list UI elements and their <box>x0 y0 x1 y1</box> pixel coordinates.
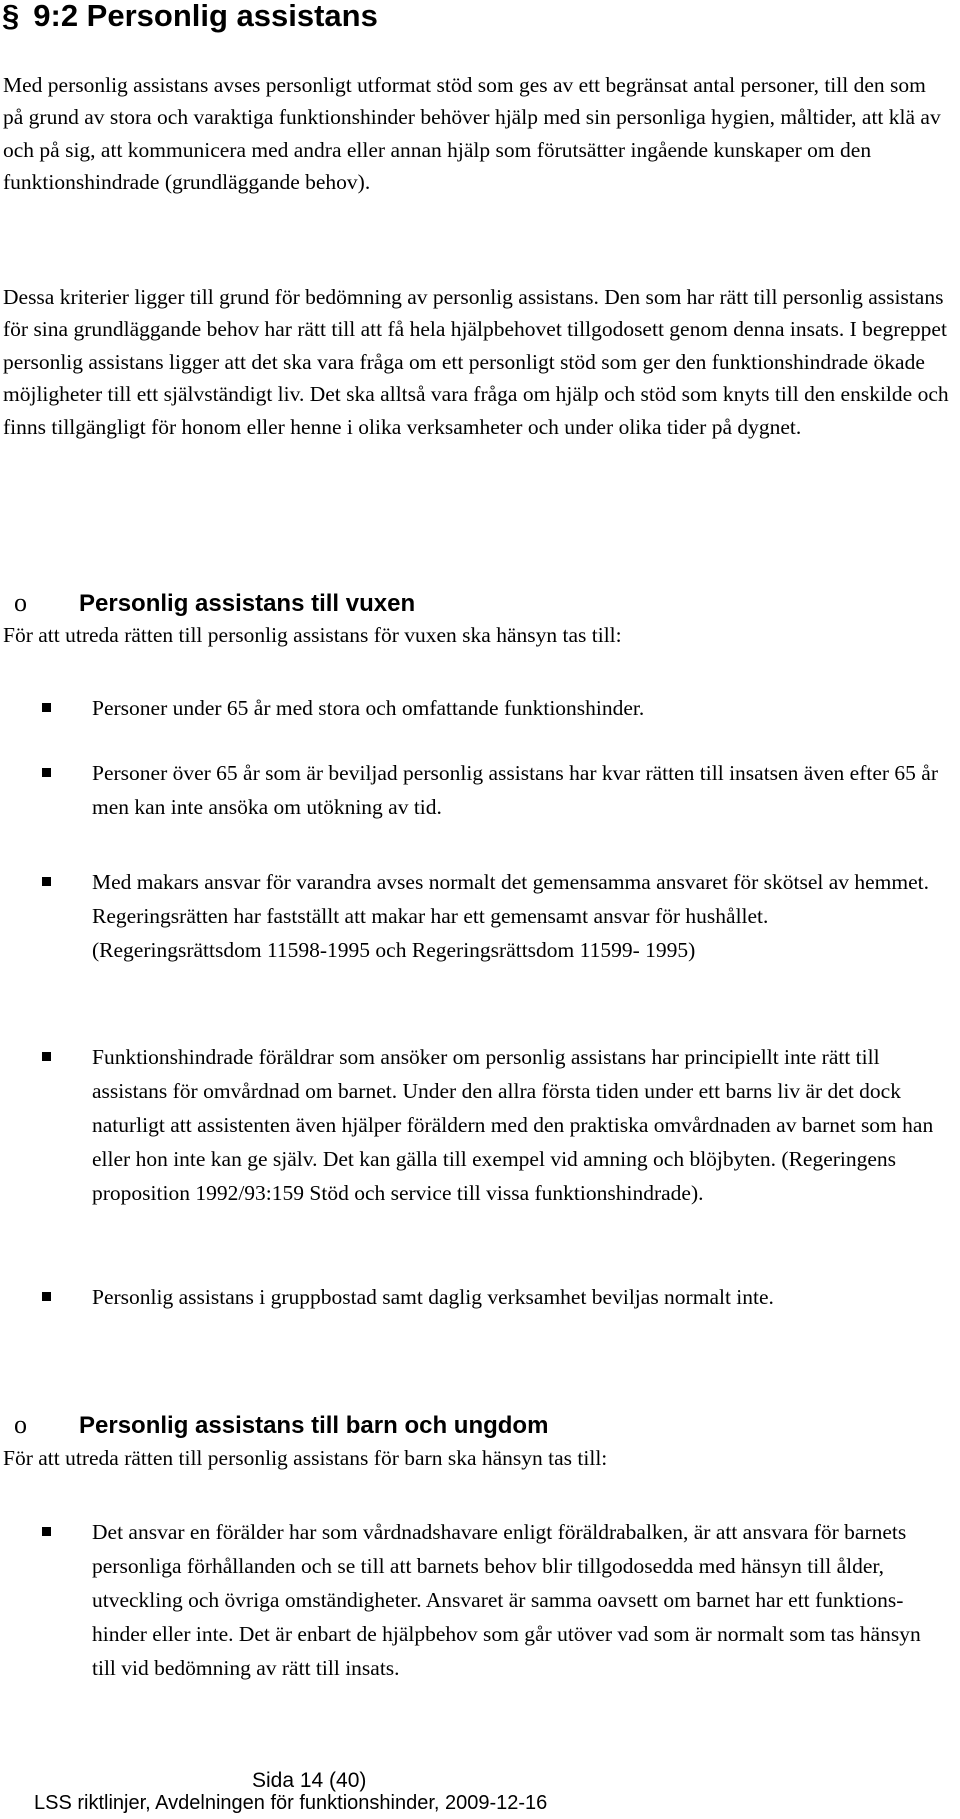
children-intro: För att utreda rätten till personlig assistans för barn ska hänsyn tas till: <box>3 1446 608 1470</box>
list-marker: o <box>14 588 27 617</box>
square-bullet-icon <box>42 1052 51 1061</box>
section-symbol: § <box>2 0 20 33</box>
list-item-text: Personer under 65 år med stora och omfattande funktionshinder. <box>92 696 645 720</box>
square-bullet-icon <box>42 1527 51 1536</box>
document-footer: LSS riktlinjer, Avdelningen för funktionshinder, 2009-12-16 <box>34 1792 548 1814</box>
list-item-text: Personer över 65 år som är beviljad personlig assistans har kvar rätten till insatsen även efter 65 år men kan inte ansöka om utökning av tid. <box>92 761 938 819</box>
subheading-adults <box>3 588 415 619</box>
list-item <box>42 1280 942 1314</box>
page-number: Sida 14 (40) <box>252 1769 367 1792</box>
section-title: 9:2 Personlig assistans <box>33 0 378 33</box>
list-item <box>42 1040 942 1210</box>
subheading-children <box>3 1410 548 1441</box>
square-bullet-icon <box>42 877 51 886</box>
square-bullet-icon <box>42 1292 51 1301</box>
square-bullet-icon <box>42 703 51 712</box>
section-heading <box>2 0 378 34</box>
subheading-children-title: Personlig assistans till barn och ungdom <box>79 1412 549 1439</box>
list-marker: o <box>14 1410 27 1439</box>
adults-intro: För att utreda rätten till personlig assistans för vuxen ska hänsyn tas till: <box>3 623 622 647</box>
list-item-text: Personlig assistans i gruppbostad samt daglig verksamhet beviljas normalt inte. <box>92 1285 774 1309</box>
list-item <box>42 865 942 967</box>
paragraph-definition: Med personlig assistans avses personligt utformat stöd som ges av ett begränsat antal personer, till den som på grund av stora och varaktiga funktionshinder behöver hjälp med sin personliga hygien, måltider, att klä av och på sig, att kommunicera med andra eller annan hjälp som förutsätter ingående kunskaper om den funktionshindrade (grundläggande behov). <box>3 73 941 195</box>
subheading-adults-title: Personlig assistans till vuxen <box>79 590 416 617</box>
list-item-text: Med makars ansvar för varandra avses normalt det gemensamma ansvaret för skötsel av hemmet. Regeringsrätten har fastställt att makar har ett gemensamt ansvar för hushållet. (Regeringsrättsdom 11598-1995 och Regeringsrättsdom 11599- 1995) <box>92 870 930 962</box>
list-item-text: Det ansvar en förälder har som vårdnadshavare enligt föräldrabalken, är att ansvara för barnets personliga förhållanden och se till att barnets behov blir tillgodosedda med hänsyn till ålder, utveckling och övriga omständigheter. Ansvaret är samma oavsett om barnet har ett funktions-hinder eller inte. Det är enbart de hjälpbehov som går utöver vad som är normalt som tas hänsyn till vid bedömning av rätt till insats. <box>92 1520 921 1680</box>
list-item <box>42 756 942 824</box>
list-item-text: Funktionshindrade föräldrar som ansöker om personlig assistans har principiellt inte rätt till assistans för omvårdnad om barnet. Under den allra första tiden under ett barns liv är det dock naturligt att assistenten även hjälper föräldern med den praktiska omvårdnaden av barnet som han eller hon inte kan ge själv. Det kan gälla till exempel vid amning och blöjbyten. (Regeringens proposition 1992/93:159 Stöd och service till vissa funktionshindrade). <box>92 1045 934 1205</box>
list-item <box>42 1515 942 1685</box>
square-bullet-icon <box>42 768 51 777</box>
list-item <box>42 691 942 725</box>
paragraph-criteria: Dessa kriterier ligger till grund för bedömning av personlig assistans. Den som har rätt till personlig assistans för sina grundläggande behov har rätt till att få hela hjälpbehovet tillgodosett genom denna insats. I begreppet personlig assistans ligger att det ska vara fråga om ett personligt stöd som ger den funktionshindrade ökade möjligheter till ett självständigt liv. Det ska alltså vara fråga om hjälp och stöd som knyts till den enskilde och finns tillgängligt för honom eller henne i olika verksamheter och under olika tider på dygnet. <box>3 285 949 439</box>
